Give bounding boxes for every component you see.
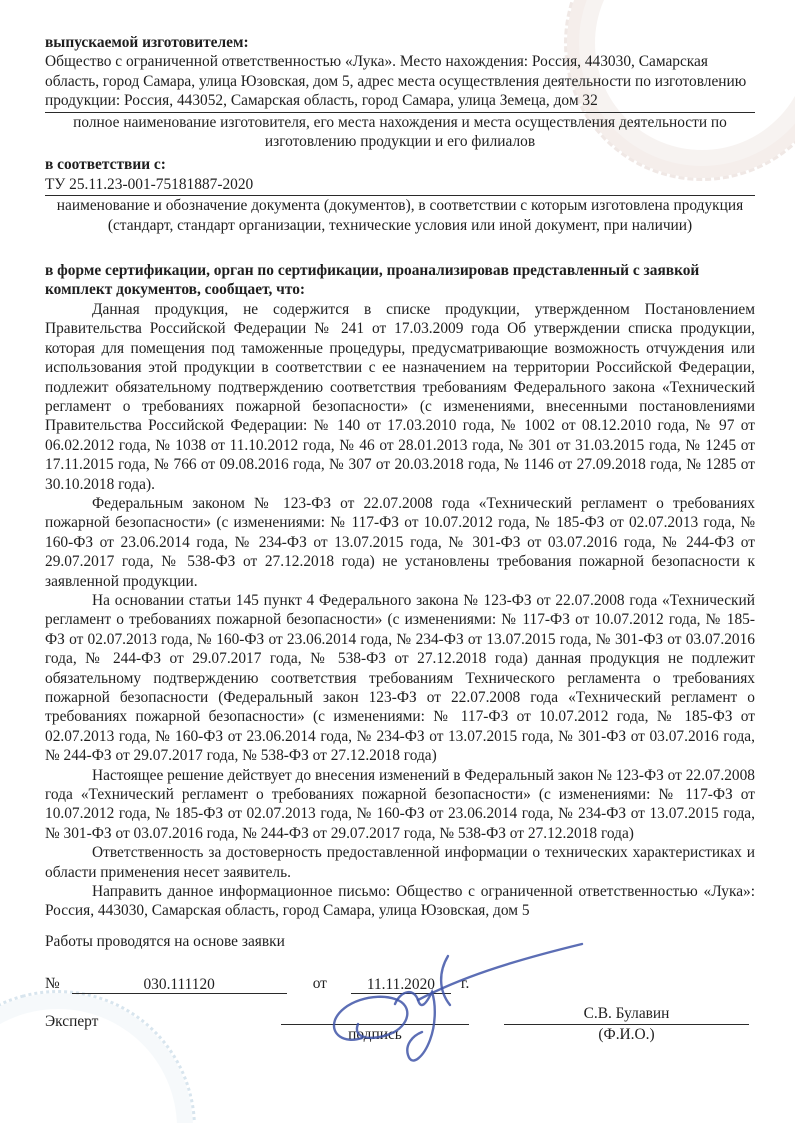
number-sign-label: № — [45, 975, 60, 993]
application-number-row — [45, 974, 755, 993]
paragraph-product-not-listed: Данная продукция, не содержится в списке продукции, утвержденном Постановлением Правительства Российской Федерации № 241 от 17.03.2009 года Об утверждении списка продукции, которая для помещения под таможенные процедуры, предусматривающие возможность отчуждения или использования этой продукции в соответствии с ее назначением на территории Российской Федерации, подлежит обязательному подтверждению соответствия требованиям Федерального закона «Технический регламент о требованиях пожарной безопасности» (с изменениями, внесенными постановлениями Правительства Российской Федерации: № 140 от 17.03.2010 года, № 1002 от 08.12.2010 года, № 97 от 06.02.2012 года, № 1038 от 11.10.2012 года, № 46 от 28.01.2013 года, № 301 от 31.03.2015 года, № 1245 от 17.11.2015 года, № 766 от 09.08.2016 года, № 307 от 20.03.2018 года, № 1146 от 27.09.2018 года, № 1285 от 30.10.2018 года). — [45, 300, 755, 493]
signature-row — [45, 1004, 755, 1062]
paragraph-decision-validity: Настоящее решение действует до внесения изменений в Федеральный закон № 123-ФЗ от 22.07.2008 года «Технический регламент о требованиях пожарной безопасности» (с изменениями: № 117-ФЗ от 10.07.2012 года, № 185-ФЗ от 02.07.2013 года, № 160-ФЗ от 23.06.2014 года, № 234-ФЗ от 13.07.2015 года, № 301-ФЗ от 03.07.2016 года, № 244-ФЗ от 29.07.2017 года, № 538-ФЗ от 27.12.2018 года) — [45, 766, 755, 842]
manufacturer-caption: полное наименование изготовителя, его места нахождения и места осуществления деятельности по изготовлению продукции и его филиалов — [73, 113, 727, 151]
accordance-value: ТУ 25.11.23-001-75181887-2020 — [45, 175, 755, 196]
paragraph-federal-law-no-requirements: Федеральным законом № 123-ФЗ от 22.07.2008 года «Технический регламент о требованиях пожарной безопасности» (с изменениями: № 117-ФЗ от 10.07.2012 года, № 185-ФЗ от 02.07.2013 года, № 160-ФЗ от 23.06.2014 года, № 234-ФЗ от 13.07.2015 года, № 301-ФЗ от 03.07.2016 года, № 244-ФЗ от 29.07.2017 года, № 538-ФЗ от 27.12.2018 года) не установлены требования пожарной безопасности к заявленной продукции. — [45, 494, 755, 590]
accordance-caption: наименование и обозначение документа (документов), в соответствии с которым изготовлена продукция (стандарт, стандарт организации, технические условия или иной документ, при наличии) — [56, 197, 744, 234]
document-content — [45, 33, 755, 1062]
expert-role-label: Эксперт — [45, 1012, 99, 1030]
manufacturer-label: выпускаемой изготовителем: — [45, 34, 249, 51]
accordance-label: в соответствии с: — [45, 156, 166, 174]
application-date-field: 11.11.2020 — [351, 976, 451, 994]
basis-line: Работы проводятся на основе заявки — [45, 932, 285, 950]
year-suffix-label: г. — [460, 975, 470, 993]
paragraph-article-145: На основании статьи 145 пункт 4 Федерального закона № 123-ФЗ от 22.07.2008 года «Технический регламент о требованиях пожарной безопасности» (с изменениями: № 117-ФЗ от 10.07.2012 года, № 185-ФЗ от 02.07.2013 года, № 160-ФЗ от 23.06.2014 года, № 234-ФЗ от 13.07.2015 года, № 301-ФЗ от 03.07.2016 года, № 244-ФЗ от 29.07.2017 года, № 538-ФЗ от 27.12.2018 года) данная продукция не подлежит обязательному подтверждению соответствия требованиям Технического регламента о требованиях пожарной безопасности (Федеральный закон 123-ФЗ от 22.07.2008 года «Технический регламент о требованиях пожарной безопасности» (с изменениями: № 117-ФЗ от 10.07.2012 года, № 185-ФЗ от 02.07.2013 года, № 160-ФЗ от 23.06.2014 года, № 234-ФЗ от 13.07.2015 года, № 301-ФЗ от 03.07.2016 года, № 244-ФЗ от 29.07.2017 года, № 538-ФЗ от 27.12.2018 года) — [45, 591, 755, 765]
name-line-block — [504, 1004, 749, 1044]
signature-caption: подпись — [348, 1025, 402, 1043]
paragraph-send-letter: Направить данное информационное письмо: Общество с ограниченной ответственностью «Лука»: Россия, 443030, Самарская область, город Самара, улица Юзовская, дом 5 — [45, 883, 755, 920]
application-number-field: 030.111120 — [72, 976, 287, 994]
expert-name: С.В. Булавин — [583, 1005, 670, 1023]
statement-heading: в форме сертификации, орган по сертификации, проанализировав представленный с заявкой комплект документов, сообщает, что: — [45, 262, 700, 299]
paragraph-responsibility: Ответственность за достоверность предоставленной информации о технических характеристиках и области применения несет заявитель. — [45, 844, 755, 881]
signature-line-block — [281, 1004, 469, 1044]
from-label: от — [312, 975, 327, 993]
manufacturer-value: Общество с ограниченной ответственностью «Лука». Место нахождения: Россия, 443030, Самарская область, город Самара, улица Юзовская, дом 5, адрес места осуществления деятельности по изготовлению продукции: Россия, 443052, Самарская область, город Самара, улица Земеца, дом 32 — [45, 52, 755, 112]
name-caption: (Ф.И.О.) — [598, 1025, 655, 1043]
